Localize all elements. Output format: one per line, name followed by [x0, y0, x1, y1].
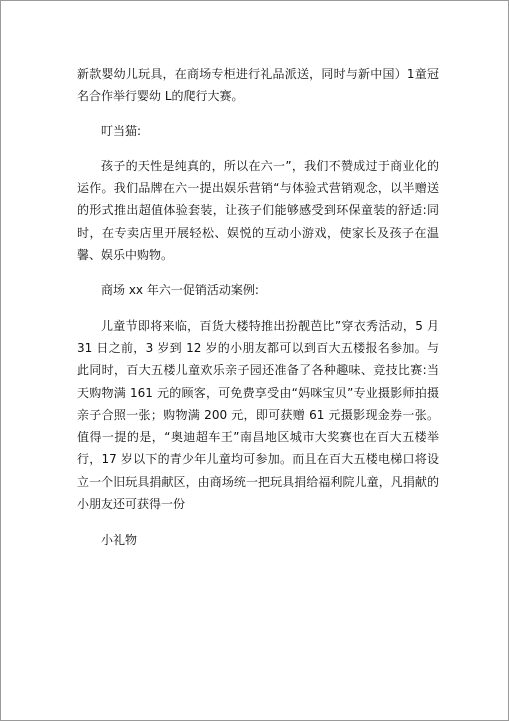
document-body [77, 63, 439, 552]
paragraph-6: 小礼物 [101, 533, 138, 548]
paragraph-3: 孩子的天性是纯真的，所以在六一”，我们不赞成过于商业化的运作。我们品牌在六一提出娱乐营销“与体验式营销观念，以半赠送的形式推出超值体验套装，让孩子们能够感受到环保童装的舒适:同时，在专卖店里开展轻松、娱悦的互动小游戏，使家长及孩子在温馨、娱乐中购物。 [77, 158, 439, 263]
paragraph-4: 商场 xx 年六一促销活动案例: [101, 283, 259, 298]
paragraph-2: 叮当猫: [101, 123, 142, 138]
paragraph-1: 新款婴幼儿玩具，在商场专柜进行礼品派送，同时与新中国）1童冠名合作举行婴幼 L的爬行大赛。 [77, 67, 439, 104]
paragraph-5: 儿童节即将来临，百货大楼特推出扮靓芭比”穿衣秀活动，5 月 31 日之前，3 岁到 12 岁的小朋友都可以到百大五楼报名参加。与此同时，百大五楼儿童欢乐亲子园还准备了各种趣味、竞技比赛:当天购物满 161 元的顾客，可免费享受由“妈咪宝贝”专业摄影师拍摄亲子合照一张；购物满 200 元，即可获赠 61 元摄影现金券一张。值得一提的是，“奥迪超车王”南昌地区城市大奖赛也在百大五楼举行，17 岁以下的青少年儿童均可参加。而且在百大五楼电梯口将设立一个旧玩具捐献区，由商场统一把玩具捐给福利院儿童，凡捐献的小朋友还可获得一份 [77, 318, 439, 512]
